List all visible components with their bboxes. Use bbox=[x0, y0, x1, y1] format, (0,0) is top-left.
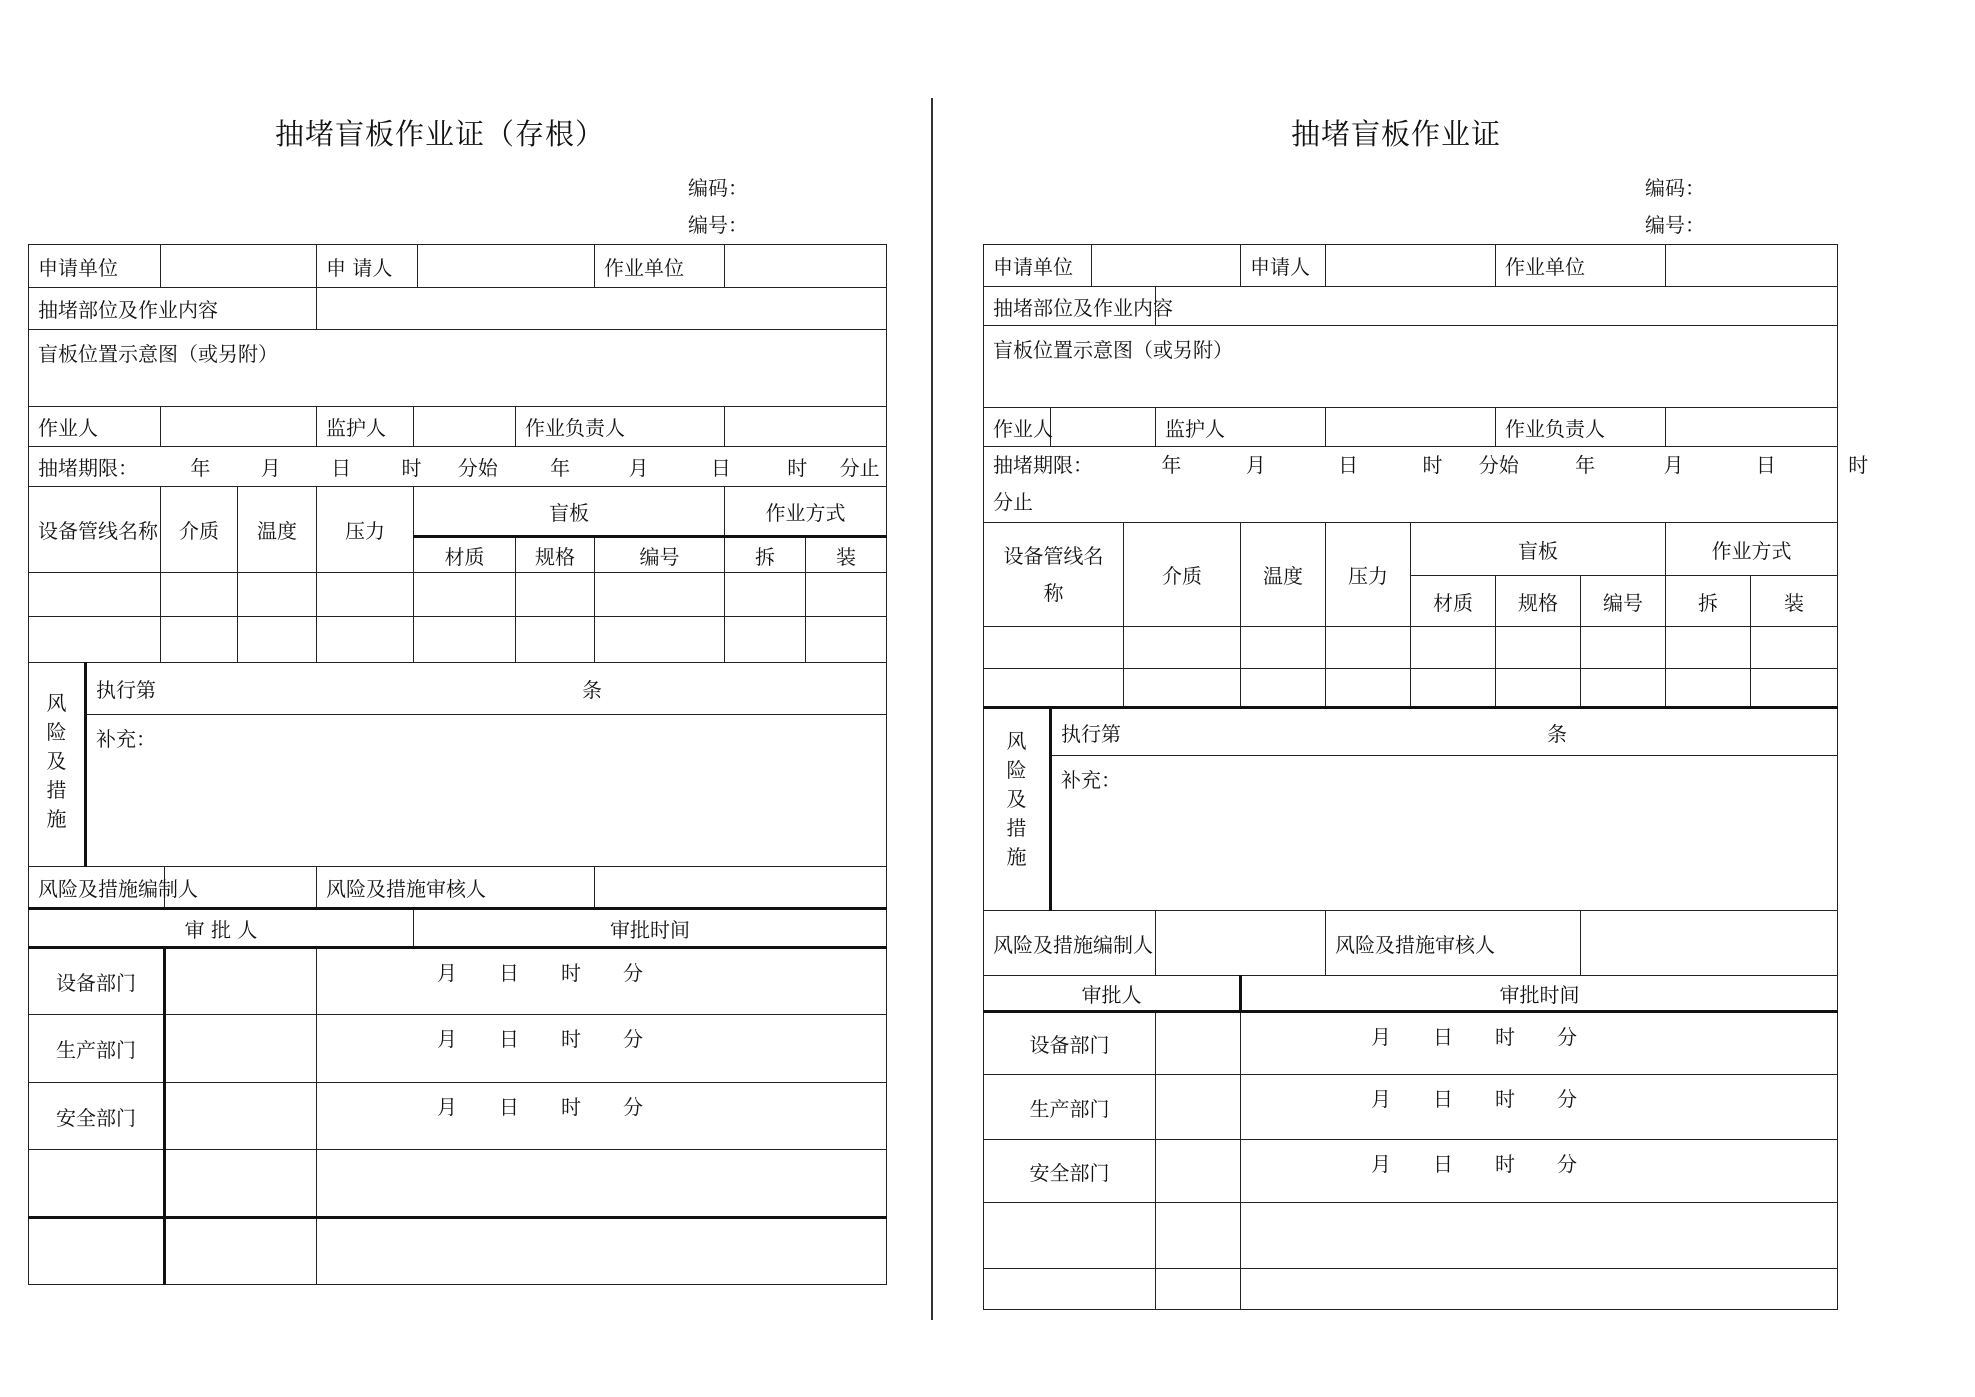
period-row[interactable] bbox=[29, 447, 887, 487]
worker-field[interactable] bbox=[1051, 408, 1156, 447]
period-row[interactable]: 抽堵期限： 年 月 日 时 分始 年 月 日 时 分止 bbox=[984, 447, 1838, 523]
production-dept-label: 生产部门 bbox=[984, 1075, 1156, 1140]
approval-time-header: 审批时间 bbox=[414, 909, 887, 948]
temperature-header: 温度 bbox=[1241, 523, 1326, 627]
location-content-field[interactable] bbox=[317, 288, 887, 330]
table-row bbox=[984, 669, 1838, 708]
safety-dept-time[interactable]: 月 日 时 分 bbox=[317, 1083, 887, 1150]
work-method-header: 作业方式 bbox=[725, 487, 887, 537]
location-content-field[interactable] bbox=[1156, 287, 1838, 326]
install-header: 装 bbox=[1751, 576, 1838, 627]
table-row bbox=[29, 617, 887, 663]
production-dept-signature[interactable] bbox=[165, 1015, 317, 1083]
risk-measures-label: 风 险 及 措 施 bbox=[29, 663, 86, 867]
page-divider bbox=[931, 98, 933, 1320]
risk-measures-label: 风 险 及 措 施 bbox=[984, 708, 1051, 911]
number-header: 编号 bbox=[1581, 576, 1666, 627]
end-year: 年 bbox=[550, 456, 571, 480]
work-method-header: 作业方式 bbox=[1666, 523, 1838, 576]
work-unit-field[interactable] bbox=[725, 245, 887, 288]
production-dept-signature[interactable] bbox=[1156, 1075, 1241, 1140]
location-content-label: 抽堵部位及作业内容 bbox=[29, 288, 317, 330]
worker-label: 作业人 bbox=[984, 408, 1051, 447]
risk-compiler-field[interactable] bbox=[1156, 911, 1326, 976]
spec-header: 规格 bbox=[1496, 576, 1581, 627]
dismantle-header: 拆 bbox=[725, 537, 806, 573]
worker-label: 作业人 bbox=[29, 407, 161, 447]
table-row bbox=[984, 1269, 1838, 1310]
end-day: 日 bbox=[710, 456, 731, 480]
end-suffix: 分止 bbox=[993, 490, 1033, 514]
spec-header: 规格 bbox=[516, 537, 595, 573]
equipment-dept-label: 设备部门 bbox=[29, 948, 165, 1015]
number-header: 编号 bbox=[595, 537, 725, 573]
safety-dept-label: 安全部门 bbox=[984, 1140, 1156, 1203]
guardian-label: 监护人 bbox=[1156, 408, 1326, 447]
apply-unit-field[interactable] bbox=[1092, 245, 1241, 287]
table-row bbox=[984, 627, 1838, 669]
start-year: 年 bbox=[190, 456, 211, 480]
equipment-dept-time[interactable]: 月 日 时 分 bbox=[317, 948, 887, 1015]
risk-compiler-label: 风险及措施编制人 bbox=[984, 911, 1156, 976]
production-dept-label: 生产部门 bbox=[29, 1015, 165, 1083]
equipment-name-header: 设备管线名称 bbox=[29, 487, 161, 573]
safety-dept-time[interactable]: 月 日 时 分 bbox=[1241, 1140, 1838, 1203]
work-leader-label: 作业负责人 bbox=[1496, 408, 1666, 447]
guardian-field[interactable] bbox=[414, 407, 516, 447]
material-header: 材质 bbox=[414, 537, 516, 573]
guardian-label: 监护人 bbox=[317, 407, 414, 447]
right-number-label: 编号： bbox=[1645, 213, 1705, 237]
apply-unit-label: 申请单位 bbox=[29, 245, 161, 288]
blind-plate-header: 盲板 bbox=[1411, 523, 1666, 576]
dismantle-header: 拆 bbox=[1666, 576, 1751, 627]
equipment-dept-time[interactable]: 月 日 时 分 bbox=[1241, 1012, 1838, 1075]
period-label: 抽堵期限： bbox=[993, 453, 1093, 477]
material-header: 材质 bbox=[1411, 576, 1496, 627]
start-hour: 时 bbox=[401, 456, 422, 480]
period-label: 抽堵期限： bbox=[38, 456, 138, 480]
diagram-label[interactable]: 盲板位置示意图（或另附） bbox=[984, 326, 1838, 408]
left-form-title: 抽堵盲板作业证（存根） bbox=[275, 117, 606, 151]
risk-reviewer-field[interactable] bbox=[1581, 911, 1838, 976]
table-row bbox=[29, 573, 887, 617]
applicant-field[interactable] bbox=[1326, 245, 1496, 287]
work-unit-field[interactable] bbox=[1666, 245, 1838, 287]
right-code-label: 编码： bbox=[1645, 176, 1705, 200]
execute-article-row[interactable]: 执行第 条 bbox=[1051, 708, 1838, 756]
risk-reviewer-label: 风险及措施审核人 bbox=[1326, 911, 1581, 976]
blind-plate-header: 盲板 bbox=[414, 487, 725, 537]
supplement-field[interactable]: 补充： bbox=[1051, 756, 1838, 911]
start-month: 月 bbox=[260, 456, 281, 480]
safety-dept-signature[interactable] bbox=[165, 1083, 317, 1150]
end-hour: 时 bbox=[787, 456, 808, 480]
location-content-label: 抽堵部位及作业内容 bbox=[984, 287, 1156, 326]
end-month: 月 bbox=[628, 456, 649, 480]
medium-header: 介质 bbox=[161, 487, 238, 573]
work-unit-label: 作业单位 bbox=[1496, 245, 1666, 287]
left-permit-table bbox=[28, 244, 887, 1285]
equipment-dept-signature[interactable] bbox=[1156, 1012, 1241, 1075]
diagram-label[interactable]: 盲板位置示意图（或另附） bbox=[29, 330, 887, 407]
apply-unit-label: 申请单位 bbox=[984, 245, 1092, 287]
apply-unit-field[interactable] bbox=[161, 245, 317, 288]
table-row bbox=[984, 1203, 1838, 1269]
left-code-label: 编码： bbox=[688, 176, 748, 200]
risk-reviewer-label: 风险及措施审核人 bbox=[317, 867, 595, 909]
pressure-header: 压力 bbox=[1326, 523, 1411, 627]
right-form-title: 抽堵盲板作业证 bbox=[1291, 117, 1502, 151]
install-header: 装 bbox=[806, 537, 887, 573]
risk-reviewer-field[interactable] bbox=[595, 867, 887, 909]
work-unit-label: 作业单位 bbox=[595, 245, 725, 288]
equipment-name-header: 设备管线名 称 bbox=[984, 523, 1124, 627]
equipment-dept-signature[interactable] bbox=[165, 948, 317, 1015]
applicant-label: 申 请人 bbox=[317, 245, 418, 288]
end-suffix: 分止 bbox=[839, 456, 880, 480]
work-leader-field[interactable] bbox=[1666, 408, 1838, 447]
start-day: 日 bbox=[331, 456, 352, 480]
execute-article-row[interactable]: 执行第 条 bbox=[86, 663, 887, 715]
right-permit-table bbox=[983, 244, 1869, 1310]
work-leader-field[interactable] bbox=[725, 407, 887, 447]
approval-time-header: 审批时间 bbox=[1241, 976, 1838, 1012]
start-suffix: 分始 bbox=[457, 456, 498, 480]
table-row bbox=[29, 1150, 887, 1218]
guardian-field[interactable] bbox=[1326, 408, 1496, 447]
temperature-header: 温度 bbox=[238, 487, 317, 573]
applicant-label: 申请人 bbox=[1241, 245, 1326, 287]
risk-compiler-label: 风险及措施编制人 bbox=[29, 867, 165, 909]
approver-header: 审批人 bbox=[984, 976, 1241, 1012]
safety-dept-label: 安全部门 bbox=[29, 1083, 165, 1150]
equipment-dept-label: 设备部门 bbox=[984, 1012, 1156, 1075]
approver-header: 审 批 人 bbox=[29, 909, 414, 948]
production-dept-time[interactable]: 月 日 时 分 bbox=[1241, 1075, 1838, 1140]
table-row bbox=[29, 1218, 887, 1285]
applicant-field[interactable] bbox=[418, 245, 595, 288]
work-leader-label: 作业负责人 bbox=[516, 407, 725, 447]
production-dept-time[interactable]: 月 日 时 分 bbox=[317, 1015, 887, 1083]
worker-field[interactable] bbox=[161, 407, 317, 447]
supplement-field[interactable]: 补充： bbox=[86, 715, 887, 867]
pressure-header: 压力 bbox=[317, 487, 414, 573]
medium-header: 介质 bbox=[1124, 523, 1241, 627]
left-number-label: 编号： bbox=[688, 213, 748, 237]
safety-dept-signature[interactable] bbox=[1156, 1140, 1241, 1203]
